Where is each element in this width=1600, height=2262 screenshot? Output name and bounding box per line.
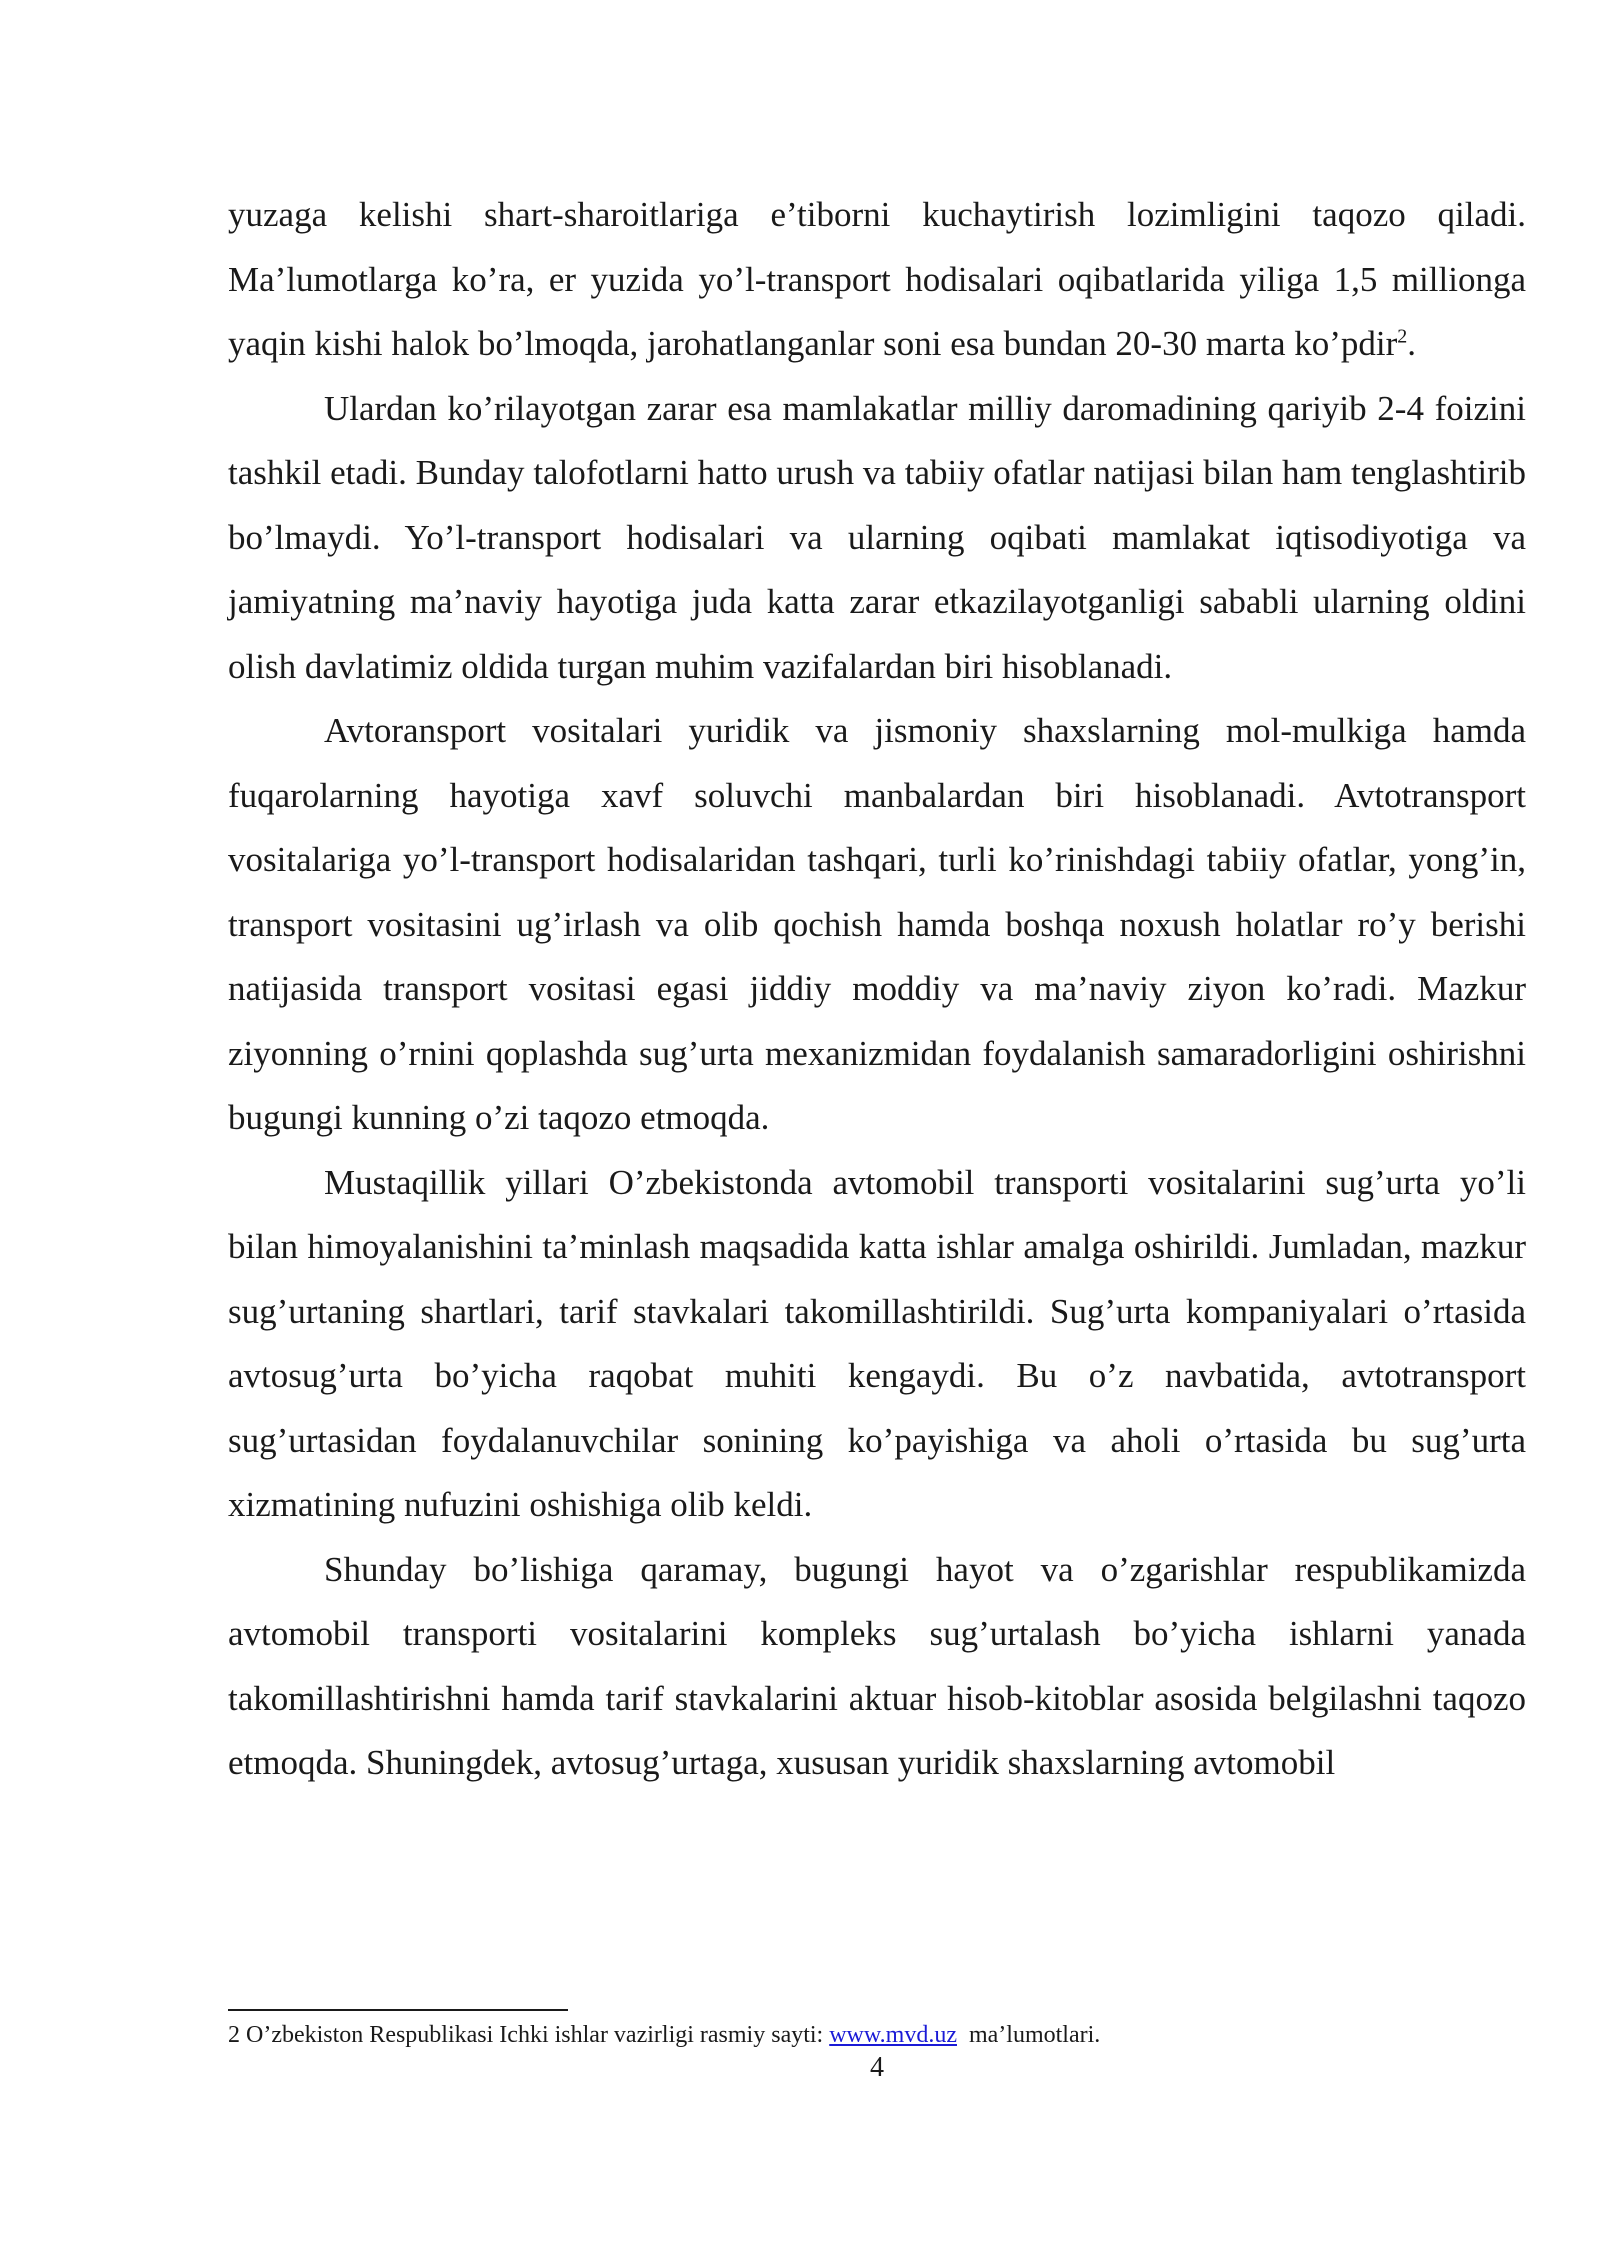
document-body xyxy=(228,183,1526,1796)
paragraph-1 xyxy=(228,183,1526,377)
page-number: 4 xyxy=(870,2052,884,2083)
footnote-reference: 2 xyxy=(1397,325,1408,348)
footnote-number: 2 xyxy=(228,2022,240,2048)
paragraph-1-tail: . xyxy=(1407,324,1417,363)
paragraph-5: Shunday bo’lishiga qaramay, bugungi hayot va o’zgarishlar respublikamizda avtomobil transporti vositalarini kompleks sug’urtalash bo’yicha ishlarni yanada takomillashtirishni hamda tarif stavkalarini aktuar hisob-kitoblar asosida belgilashni taqozo etmoqda. Shuningdek, avtosug’urtaga, xususan yuridik shaxslarning avtomobil xyxy=(228,1549,1526,1782)
paragraph-3: Avtoransport vositalari yuridik va jismoniy shaxslarning mol-mulkiga hamda fuqarolarning hayotiga xavf soluvchi manbalardan biri hisoblanadi. Avtotransport vositalariga yo’l-transport hodisalaridan tashqari, turli ko’rinishdagi tabiiy ofatlar, yong’in, transport vositasini ug’irlash va olib qochish hamda boshqa noxush holatlar ro’y berishi natijasida transport vositasi egasi jiddiy moddiy va ma’naviy ziyon ko’radi. Mazkur ziyonning o’rnini qoplashda sug’urta mexanizmidan foydalanish samaradorligini oshirishni bugungi kunning o’zi taqozo etmoqda. xyxy=(228,711,1526,1137)
paragraph-1-text: yuzaga kelishi shart-sharoitlariga e’tiborni kuchaytirish lozimligini taqozo qiladi. Ma’lumotlarga ko’ra, er yuzida yo’l-transport hodisalari oqibatlarida yiliga 1,5 millionga yaqin kishi halok bo’lmoqda, jarohatlanganlar soni esa bundan 20-30 marta ko’pdir xyxy=(228,195,1526,363)
paragraph-4: Mustaqillik yillari O’zbekistonda avtomobil transporti vositalarini sug’urta yo’li bilan himoyalanishini ta’minlash maqsadida katta ishlar amalga oshirildi. Jumladan, mazkur sug’urtaning shartlari, tarif stavkalari takomillashtirildi. Sug’urta kompaniyalari o’rtasida avtosug’urta bo’yicha raqobat muhiti kengaydi. Bu o’z navbatida, avtotransport sug’urtasidan foydalanuvchilar sonining ko’payishiga va aholi o’rtasida bu sug’urta xizmatining nufuzini oshishiga olib keldi. xyxy=(228,1162,1526,1524)
paragraph-2: Ulardan ko’rilayotgan zarar esa mamlakatlar milliy daromadining qariyib 2-4 foizini tashkil etadi. Bunday talofotlarni hatto urush va tabiiy ofatlar natijasi bilan ham tenglashtirib bo’lmaydi. Yo’l-transport hodisalari va ularning oqibati mamlakat iqtisodiyotiga va jamiyatning ma’naviy hayotiga juda katta zarar etkazilayotganligi sababli ularning oldini olish davlatimiz oldida turgan muhim vazifalardan biri hisoblanadi. xyxy=(228,388,1526,686)
footnote-text: O’zbekiston Respublikasi Ichki ishlar vazirligi rasmiy sayti: xyxy=(246,2022,824,2048)
footnote-link[interactable]: www.mvd.uz xyxy=(829,2022,957,2048)
footnote-separator xyxy=(228,2009,568,2011)
footnote-text-after: ma’lumotlari. xyxy=(968,2022,1101,2048)
footnote xyxy=(228,2020,1528,2050)
